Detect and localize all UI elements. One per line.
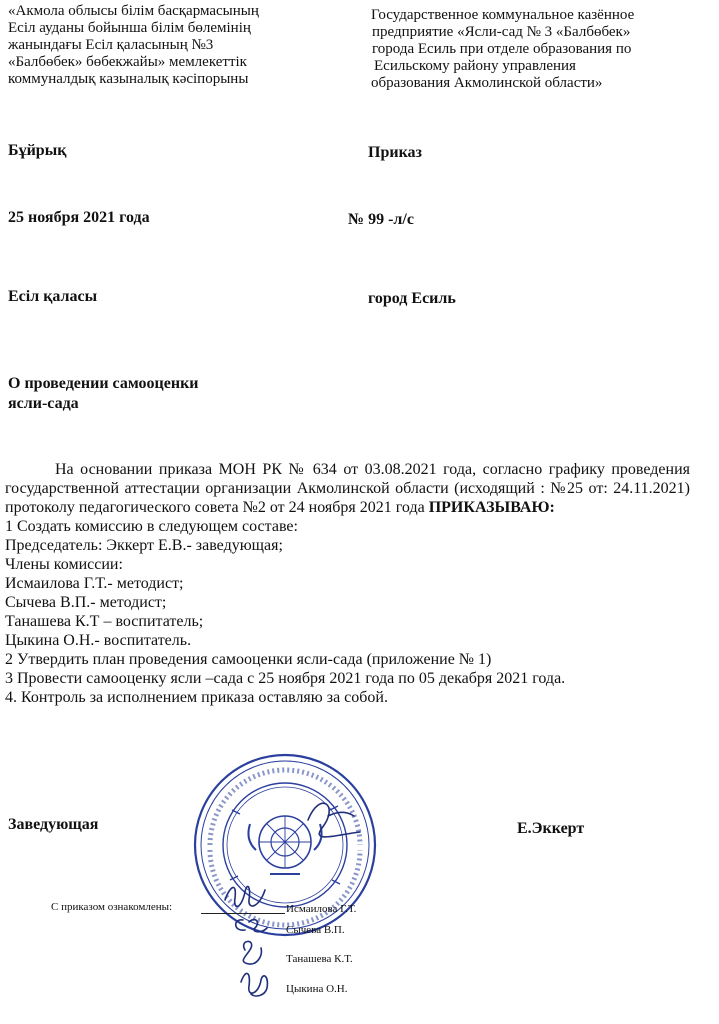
header-left-line: «Балбөбек» бөбекжайы» мемлекеттік bbox=[8, 54, 247, 70]
doc-type-ru: Приказ bbox=[368, 144, 422, 161]
acquainted-name: Исмаилова Г.Т. bbox=[286, 903, 357, 915]
preamble-paragraph bbox=[5, 460, 690, 517]
acquainted-name: Цыкина О.Н. bbox=[286, 983, 348, 995]
handwritten-signatures bbox=[215, 870, 285, 1010]
preamble-emphasis: ПРИКАЗЫВАЮ: bbox=[428, 499, 555, 516]
order-item: Сычева В.П.- методист; bbox=[5, 594, 167, 611]
header-left-line: коммуналдық казыналық кәсіпорыны bbox=[8, 71, 249, 87]
doc-type-kz: Бұйрық bbox=[8, 142, 67, 159]
header-left-line: «Акмола облысы білім басқармасының bbox=[8, 3, 259, 19]
header-right-line: предприятие «Ясли-сад № 3 «Балбөбек» bbox=[372, 24, 631, 40]
order-item: Исмаилова Г.Т.- методист; bbox=[5, 575, 184, 592]
order-number: № 99 -л/с bbox=[348, 211, 414, 228]
order-item: Танашева К.Т – воспитатель; bbox=[5, 613, 204, 630]
signature-name: Е.Эккерт bbox=[517, 820, 585, 837]
signature-position: Заведующая bbox=[8, 816, 99, 833]
order-date: 25 ноября 2021 года bbox=[8, 209, 150, 226]
city-kz: Есіл қаласы bbox=[8, 288, 98, 305]
header-left-line: Есіл ауданы бойынша білім бөлемінің bbox=[8, 20, 251, 36]
header-right-line: города Есиль при отделе образования по bbox=[372, 41, 632, 57]
subject-line: О проведении самооценки bbox=[8, 375, 199, 392]
header-right-line: Есильскому району управления bbox=[374, 58, 576, 74]
order-item: Цыкина О.Н.- воспитатель. bbox=[5, 632, 192, 649]
acquainted-name: Сычева В.П. bbox=[286, 924, 345, 936]
city-ru: город Есиль bbox=[368, 290, 456, 307]
order-body bbox=[5, 460, 690, 707]
acquainted-label: С приказом ознакомлены: bbox=[51, 901, 173, 913]
header-left-line: жанындағы Есіл қаласының №3 bbox=[8, 37, 214, 53]
order-item: 2 Утвердить план проведения самооценки ясли-сада (приложение № 1) bbox=[5, 651, 492, 668]
preamble-text: На основании приказа МОН РК № 634 от 03.08.2021 года, согласно графику проведения государственной аттестации организации Акмолинской области (исходящий : №25 от: 24.11.2021) протоколу педагогического совета №2 от 24 ноября 2021 года bbox=[5, 461, 690, 516]
order-item: Председатель: Эккерт Е.В.- заведующая; bbox=[5, 537, 283, 554]
order-item: 4. Контроль за исполнением приказа оставляю за собой. bbox=[5, 689, 388, 706]
order-item: 1 Создать комиссию в следующем составе: bbox=[5, 518, 298, 535]
order-item: 3 Провести самооценку ясли –сада с 25 ноября 2021 года по 05 декабря 2021 года. bbox=[5, 670, 566, 687]
header-right-line: Государственное коммунальное казённое bbox=[371, 7, 635, 23]
order-subject bbox=[8, 374, 199, 414]
header-right-line: образования Акмолинской области» bbox=[371, 75, 603, 91]
header-right-block bbox=[368, 7, 634, 92]
subject-line: ясли-сада bbox=[8, 395, 79, 412]
order-item: Члены комиссии: bbox=[5, 556, 123, 573]
header-left-block bbox=[8, 3, 259, 88]
acquainted-name: Танашева К.Т. bbox=[286, 953, 353, 965]
